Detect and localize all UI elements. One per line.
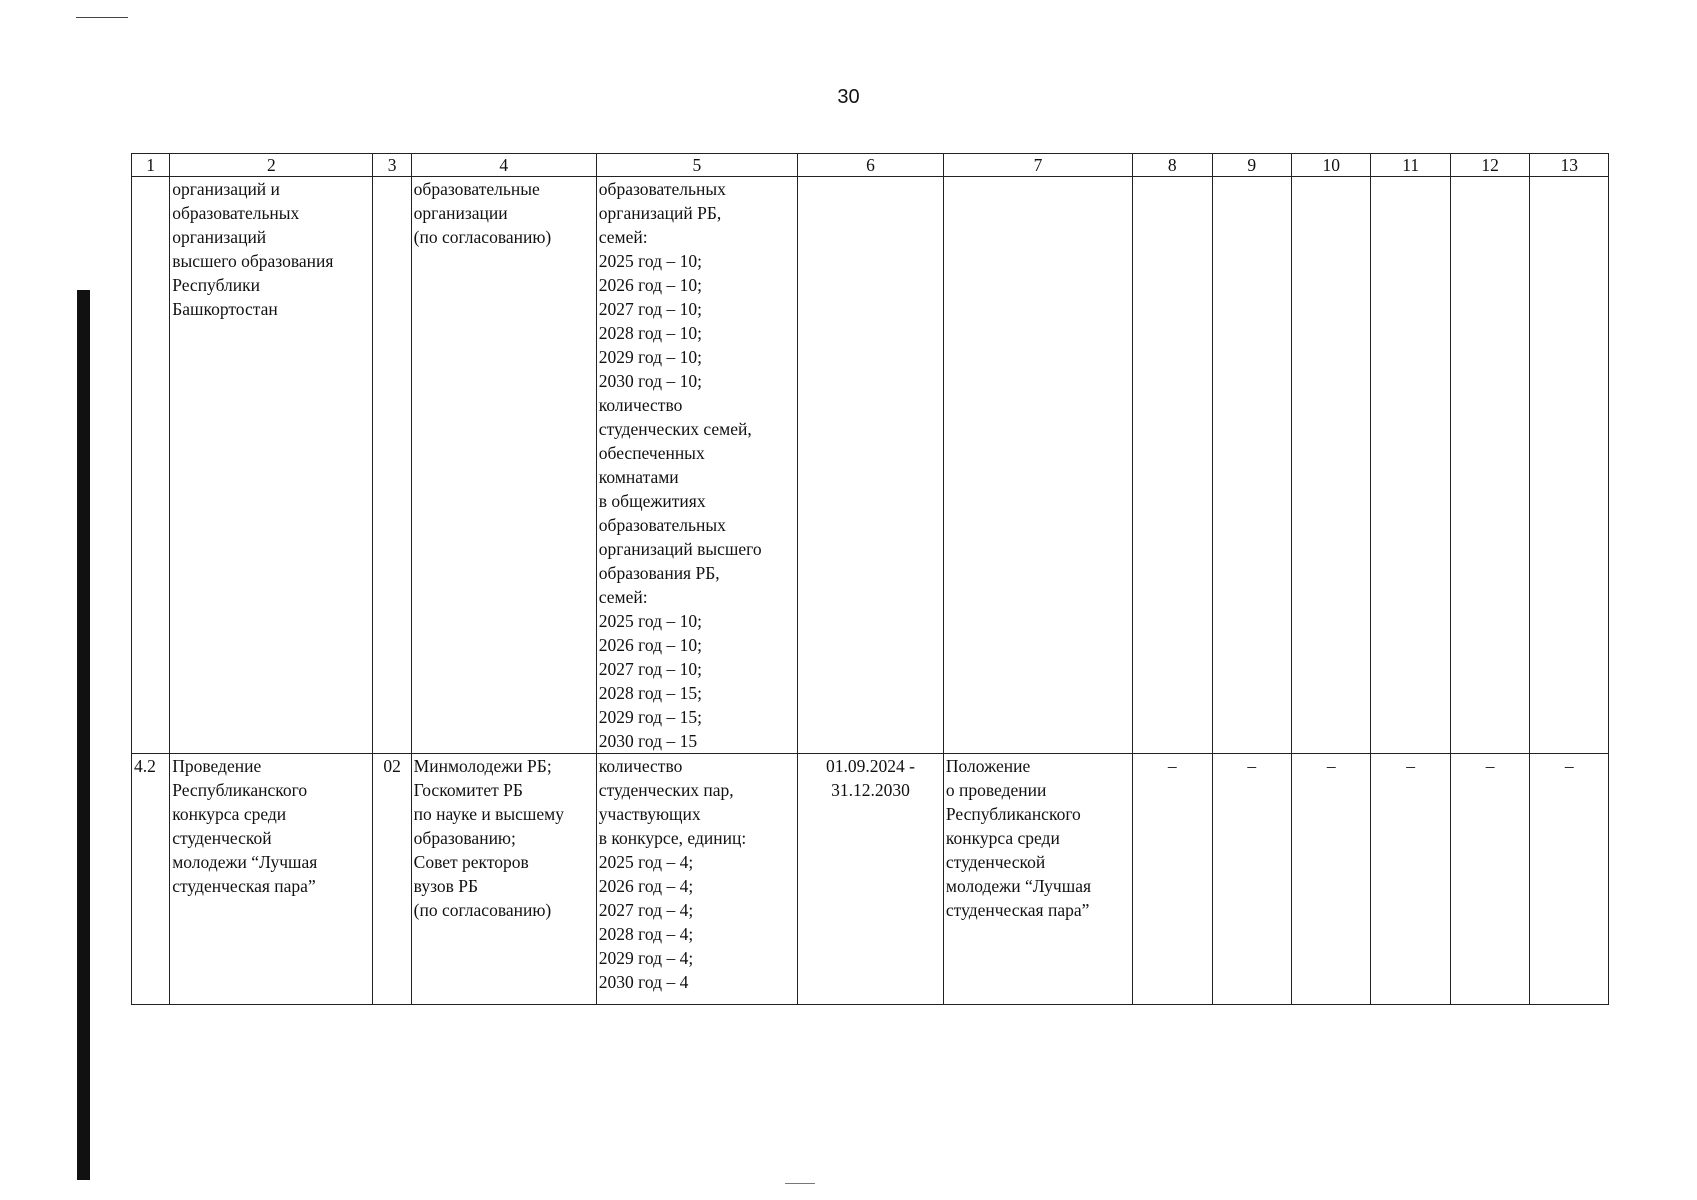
page-number: 30 [837, 86, 860, 108]
cell-event-name: организаций и образовательных организаций высшего образования Республики Башкортостан [170, 177, 373, 754]
cell-event-name: Проведение Республиканского конкурса среди студенческой молодежи “Лучшая студенческая пара” [170, 754, 373, 1005]
cell-col-11 [1371, 177, 1450, 754]
cell-code [373, 177, 411, 754]
cell-number [132, 177, 170, 754]
header-cell-7: 7 [943, 154, 1132, 177]
footer-mark [785, 1183, 815, 1184]
header-cell-3: 3 [373, 154, 411, 177]
cell-col-8: – [1133, 754, 1212, 1005]
cell-col-10: – [1291, 754, 1370, 1005]
header-cell-2: 2 [170, 154, 373, 177]
cell-result [943, 177, 1132, 754]
cell-period: 01.09.2024 - 31.12.2030 [798, 754, 944, 1005]
header-cell-5: 5 [596, 154, 797, 177]
header-row [132, 154, 1609, 177]
header-cell-4: 4 [411, 154, 596, 177]
cell-period [798, 177, 944, 754]
scan-binding-edge [77, 290, 90, 1180]
cell-indicators: образовательных организаций РБ, семей: 2025 год – 10; 2026 год – 10; 2027 год – 10; 2028 год – 10; 2029 год – 10; 2030 год – 10; количество студенческих семей, обеспеченных комнатами в общежитиях образовательных организаций высшего образования РБ, семей: 2025 год – 10; 2026 год – 10; 2027 год – 10; 2028 год – 15; 2029 год – 15; 2030 год – 15 [596, 177, 797, 754]
cell-indicators: количество студенческих пар, участвующих в конкурсе, единиц: 2025 год – 4; 2026 год – 4; 2027 год – 4; 2028 год – 4; 2029 год – 4; 2030 год – 4 [596, 754, 797, 1005]
header-cell-13: 13 [1530, 154, 1609, 177]
top-rule [76, 17, 128, 18]
header-cell-8: 8 [1133, 154, 1212, 177]
cell-result: Положение о проведении Республиканского конкурса среди студенческой молодежи “Лучшая студенческая пара” [943, 754, 1132, 1005]
cell-col-8 [1133, 177, 1212, 754]
header-cell-9: 9 [1212, 154, 1291, 177]
cell-col-11: – [1371, 754, 1450, 1005]
header-cell-10: 10 [1291, 154, 1370, 177]
cell-code: 02 [373, 754, 411, 1005]
cell-col-13 [1530, 177, 1609, 754]
cell-executors: Минмолодежи РБ; Госкомитет РБ по науке и высшему образованию; Совет ректоров вузов РБ (по согласованию) [411, 754, 596, 1005]
cell-col-13: – [1530, 754, 1609, 1005]
cell-col-10 [1291, 177, 1370, 754]
plan-table [131, 153, 1609, 1005]
row-4-2 [132, 754, 1609, 1005]
cell-col-9: – [1212, 754, 1291, 1005]
cell-col-12 [1450, 177, 1529, 754]
cell-number: 4.2 [132, 754, 170, 1005]
header-cell-12: 12 [1450, 154, 1529, 177]
header-cell-11: 11 [1371, 154, 1450, 177]
cell-col-9 [1212, 177, 1291, 754]
cell-col-12: – [1450, 754, 1529, 1005]
cell-executors: образовательные организации (по согласованию) [411, 177, 596, 754]
continuation-row [132, 177, 1609, 754]
header-cell-6: 6 [798, 154, 944, 177]
header-cell-1: 1 [132, 154, 170, 177]
